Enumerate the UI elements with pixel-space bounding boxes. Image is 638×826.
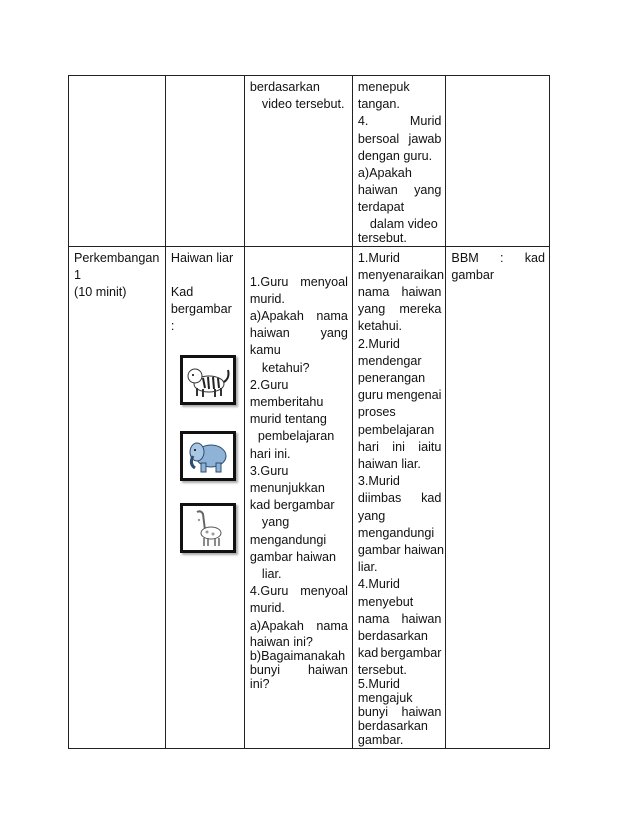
stage-title: Perkembangan — [74, 250, 160, 265]
lesson-plan-table — [68, 75, 550, 749]
tiger-icon — [180, 355, 236, 405]
teacher-activity-cell: 1.Guru menyoal murid. a)Apakah nama haiwan yang kamu ketahui? 2.Guru memberitahu murid tentang pembelajaran hari ini. 3.Guru menunjukkan kad bergambar yang mengandungi gambar haiwan liar. 4.Guru menyoal murid. a)Apakah nama haiwan ini? b)Bagaimanakah bunyi haiwan ini? — [244, 246, 352, 748]
table-row — [69, 76, 550, 247]
teacher-activity-cell: berdasarkan video tersebut. — [244, 76, 352, 247]
student-activity-cell: menepuk tangan. 4. Murid bersoal jawab dengan guru. a)Apakah haiwan yang terdapat dalam video tersebut. — [352, 76, 446, 247]
stage-cell: Perkembangan 1 (10 minit) — [69, 246, 166, 748]
table-row — [69, 246, 550, 748]
elephant-icon — [180, 431, 236, 481]
student-activity-cell: 1.Murid menyenaraikan nama haiwan yang mereka ketahui. 2.Murid mendengar penerangan guru mengenai proses pembelajaran hari ini iaitu haiwan liar. 3.Murid diimbas kad yang mengandungi gambar haiwan liar. 4.Murid menyebut nama haiwan berdasarkan kad bergambar tersebut. 5.Murid mengajuk bunyi haiwan berdasarkan gambar. — [352, 246, 446, 748]
content-cell — [165, 76, 244, 247]
notes-cell: BBM : kad gambar — [446, 246, 550, 748]
giraffe-icon — [180, 503, 236, 553]
content-title: Haiwan liar — [170, 250, 234, 265]
notes-cell — [446, 76, 550, 247]
stage-duration: (10 minit) — [74, 285, 127, 300]
stage-cell — [69, 76, 166, 247]
content-cell: Haiwan liar Kad bergambar : — [165, 246, 244, 748]
